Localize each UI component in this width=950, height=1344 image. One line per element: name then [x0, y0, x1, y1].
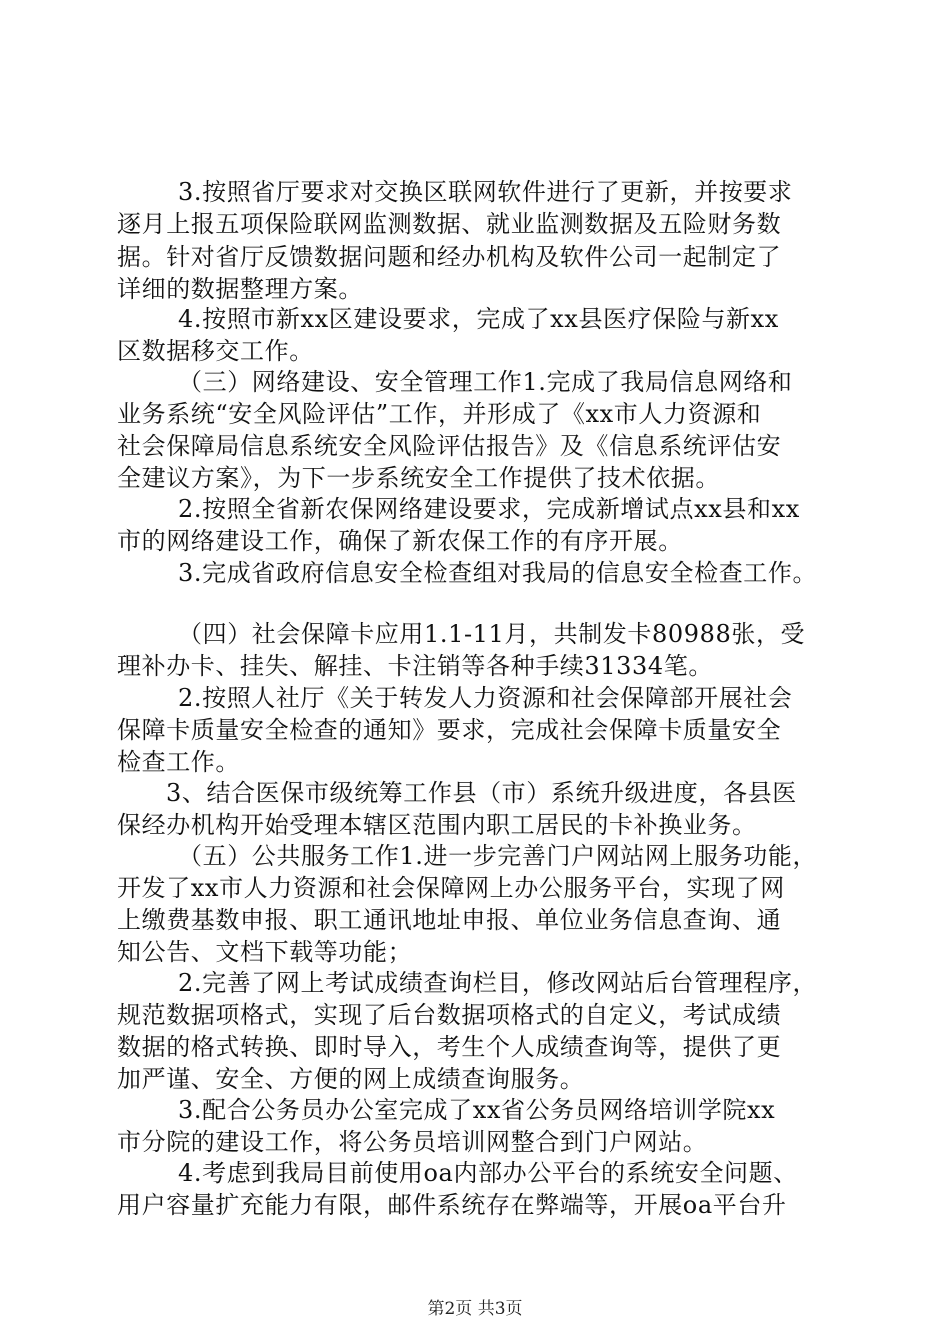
body-line: 市分院的建设工作，将公务员培训网整合到门户网站。 — [117, 1128, 708, 1156]
body-line: 3.完成省政府信息安全检查组对我局的信息安全检查工作。 — [178, 559, 818, 587]
body-line: 市的网络建设工作，确保了新农保工作的有序开展。 — [117, 527, 683, 555]
body-line: 数据的格式转换、即时导入，考生个人成绩查询等，提供了更 — [117, 1033, 782, 1061]
body-line: 上缴费基数申报、职工通讯地址申报、单位业务信息查询、通 — [117, 906, 782, 934]
body-line: 用户容量扩充能力有限，邮件系统存在弊端等，开展oa平台升 — [117, 1191, 787, 1219]
body-line: 区数据移交工作。 — [117, 337, 314, 365]
body-line: 3.按照省厅要求对交换区联网软件进行了更新，并按要求 — [178, 178, 793, 206]
body-line: 全建议方案》，为下一步系统安全工作提供了技术依据。 — [117, 464, 720, 492]
body-line: 2.完善了网上考试成绩查询栏目，修改网站后台管理程序， — [178, 969, 818, 997]
body-line: 保经办机构开始受理本辖区范围内职工居民的卡补换业务。 — [117, 811, 757, 839]
body-line: 检查工作。 — [117, 748, 240, 776]
page-footer: 第2页 共3页 — [427, 1299, 523, 1319]
body-line: 逐月上报五项保险联网监测数据、就业监测数据及五险财务数 — [117, 210, 782, 238]
body-line: 理补办卡、挂失、解挂、卡注销等各种手续31334笔。 — [117, 652, 713, 680]
body-line: 据。针对省厅反馈数据问题和经办机构及软件公司一起制定了 — [117, 243, 782, 271]
body-line: 加严谨、安全、方便的网上成绩查询服务。 — [117, 1065, 585, 1093]
section-heading-line: （三）网络建设、安全管理工作1.完成了我局信息网络和 — [178, 368, 793, 396]
body-line: 规范数据项格式，实现了后台数据项格式的自定义，考试成绩 — [117, 1001, 782, 1029]
body-line: 4.按照市新xx区建设要求，完成了xx县医疗保险与新xx — [178, 305, 779, 333]
body-line: 开发了xx市人力资源和社会保障网上办公服务平台，实现了网 — [117, 874, 785, 902]
body-line: 保障卡质量安全检查的通知》要求，完成社会保障卡质量安全 — [117, 716, 782, 744]
body-line: 业务系统“安全风险评估”工作，并形成了《xx市人力资源和 — [117, 400, 762, 428]
section-heading-line: （五）公共服务工作1.进一步完善门户网站网上服务功能， — [178, 842, 818, 870]
body-line: 详细的数据整理方案。 — [117, 275, 363, 303]
body-line: 2.按照全省新农保网络建设要求，完成新增试点xx县和xx — [178, 495, 800, 523]
body-line: 社会保障局信息系统安全风险评估报告》及《信息系统评估安 — [117, 432, 782, 460]
body-line: 4.考虑到我局目前使用oa内部办公平台的系统安全问题、 — [178, 1159, 798, 1187]
section-heading-line: （四）社会保障卡应用1.1-11月，共制发卡80988张，受 — [178, 620, 806, 648]
body-line: 2.按照人社厅《关于转发人力资源和社会保障部开展社会 — [178, 684, 793, 712]
body-line: 3.配合公务员办公室完成了xx省公务员网络培训学院xx — [178, 1096, 776, 1124]
body-line: 知公告、文档下载等功能； — [117, 938, 413, 966]
body-line: 3、结合医保市级统筹工作县（市）系统升级进度，各县医 — [166, 779, 797, 807]
